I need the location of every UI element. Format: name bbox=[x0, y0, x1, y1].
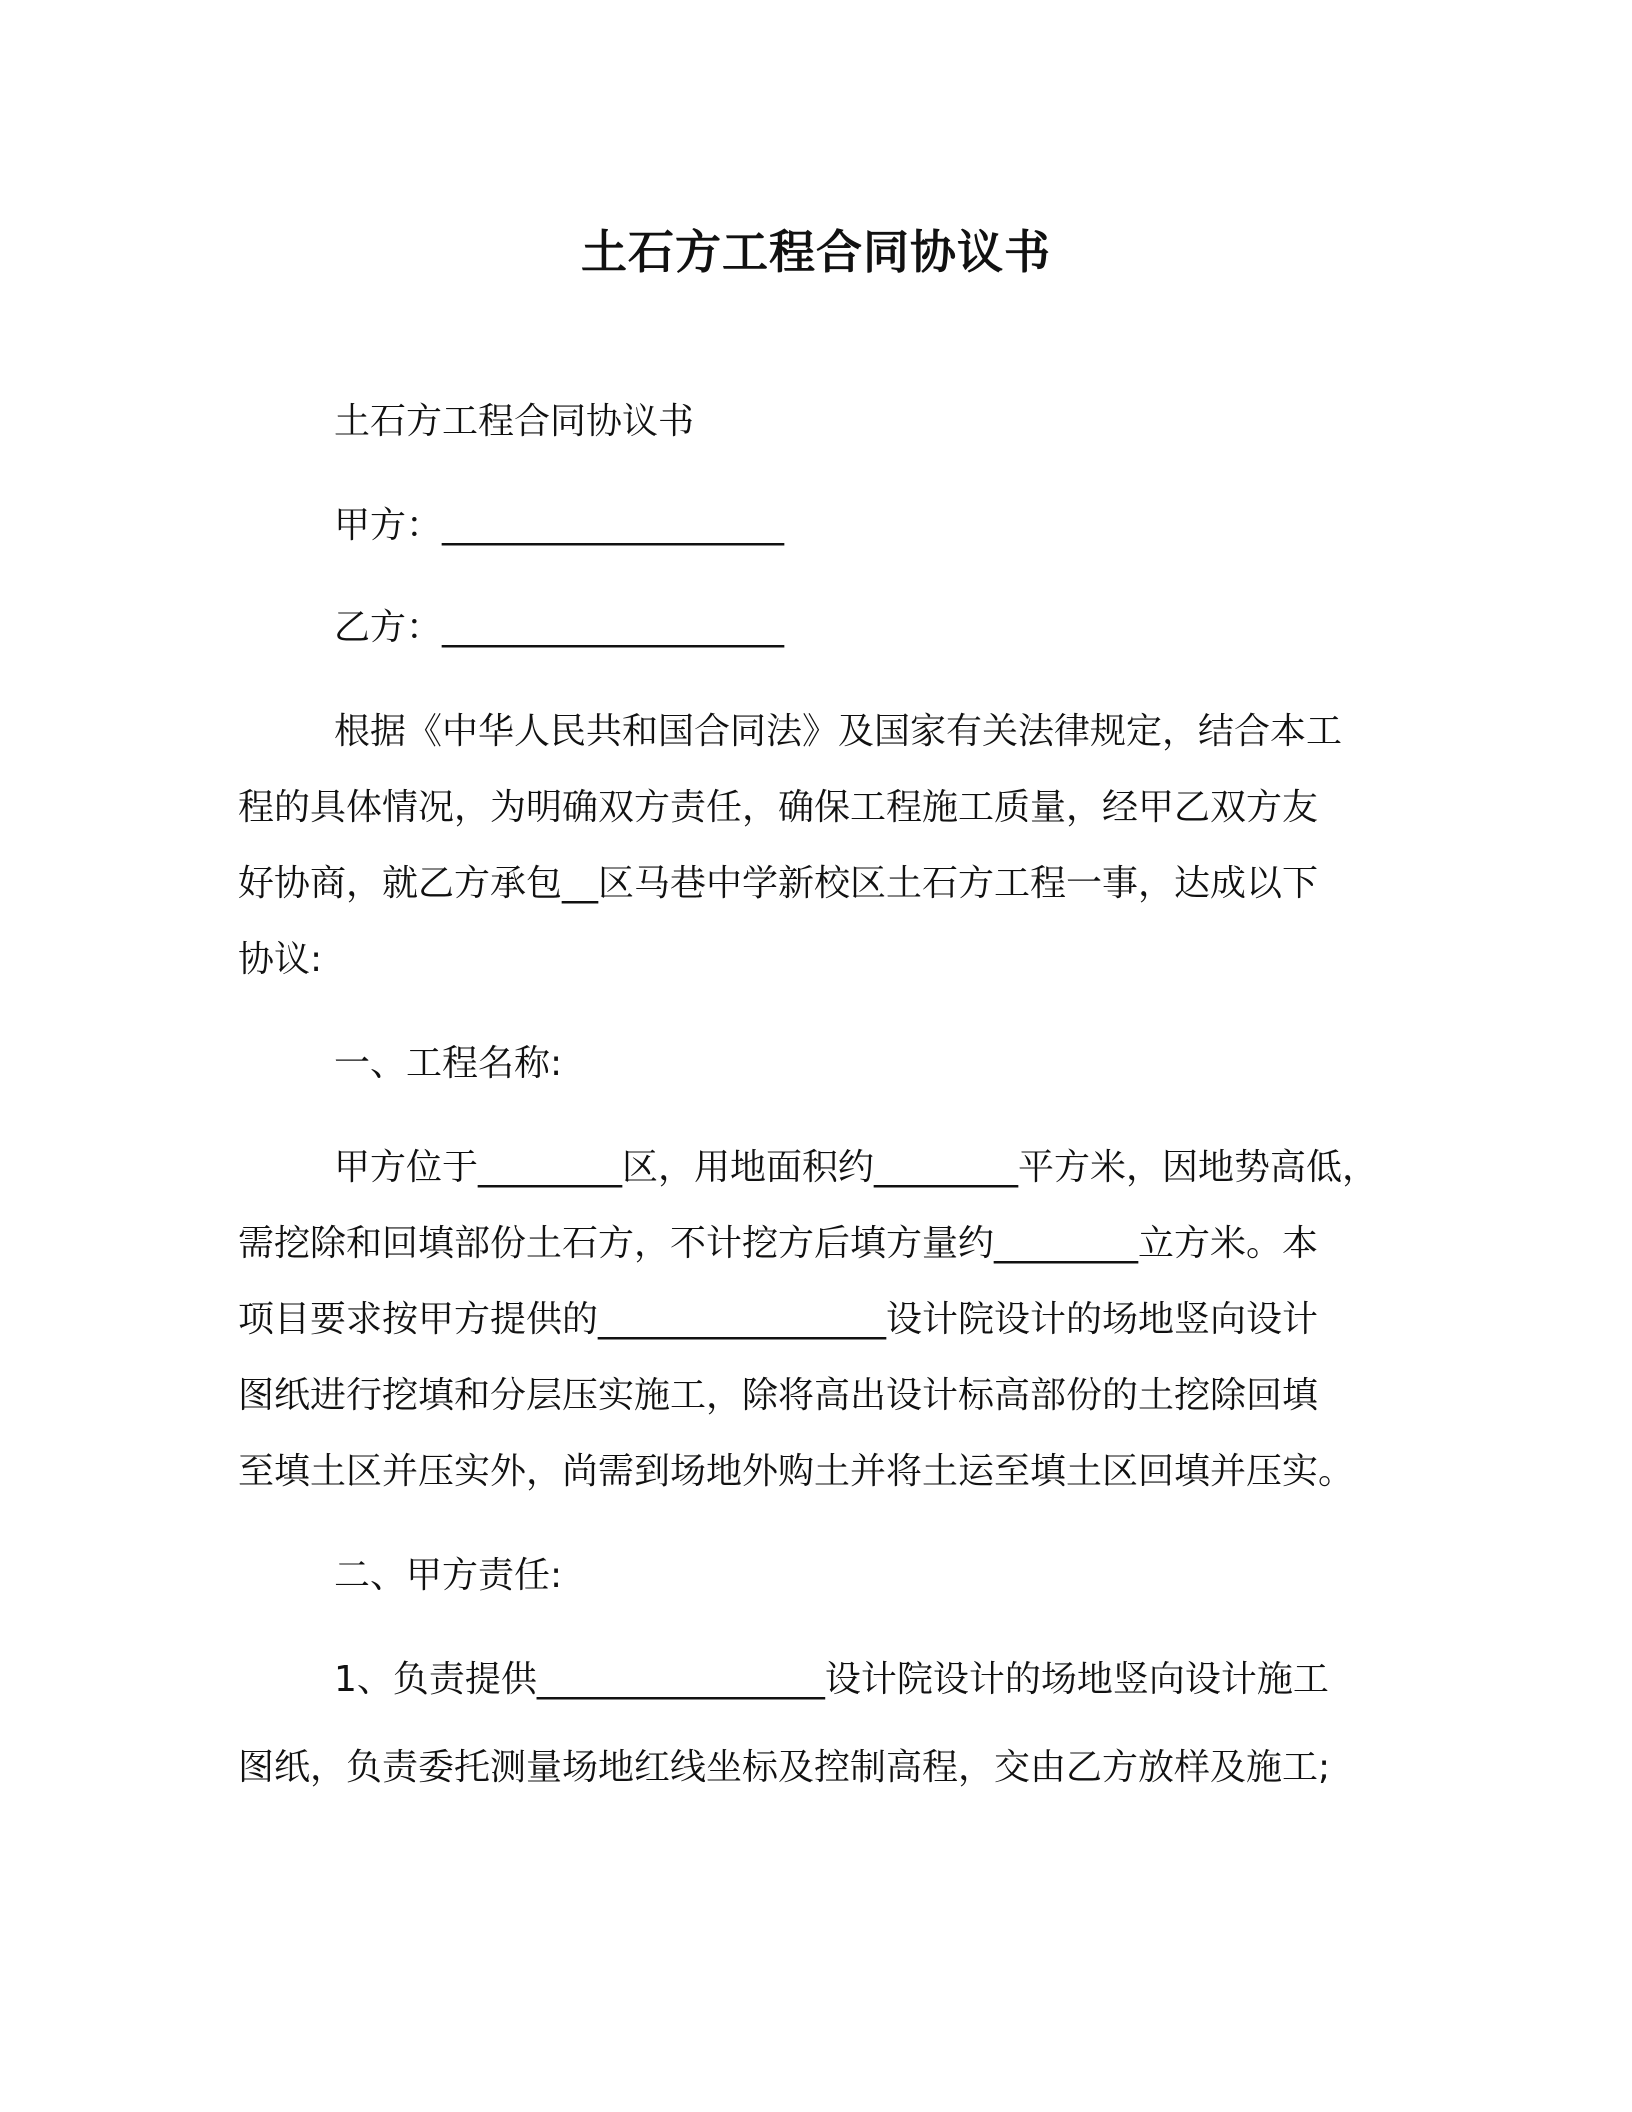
section-1-line: 至填土区并压实外，尚需到场地外购土并将土运至填土区回填并压实。 bbox=[238, 1451, 1355, 1492]
intro-line: 根据《中华人民共和国合同法》及国家有关法律规定，结合本工 bbox=[334, 711, 1343, 752]
intro-line: 程的具体情况，为明确双方责任，确保工程施工质量，经甲乙双方友 bbox=[238, 787, 1319, 828]
party-a-line: 甲方：___________________ bbox=[334, 505, 785, 546]
section-1-line: 图纸进行挖填和分层压实施工，除将高出设计标高部份的土挖除回填 bbox=[238, 1375, 1319, 1416]
party-b-line: 乙方：___________________ bbox=[334, 607, 785, 648]
section-1-line: 甲方位于________区，用地面积约________平方米，因地势高低， bbox=[334, 1147, 1379, 1188]
intro-line: 协议: bbox=[238, 939, 323, 980]
section-2-item-line: 图纸，负责委托测量场地红线坐标及控制高程，交由乙方放样及施工; bbox=[238, 1747, 1331, 1788]
section-2-heading: 二、甲方责任: bbox=[334, 1555, 563, 1596]
section-1-line: 需挖除和回填部份土石方，不计挖方后填方量约________立方米。本 bbox=[238, 1223, 1319, 1264]
intro-line: 好协商，就乙方承包__区马巷中学新校区土石方工程一事，达成以下 bbox=[238, 863, 1319, 904]
section-1-heading: 一、工程名称: bbox=[334, 1043, 563, 1084]
section-1-line: 项目要求按甲方提供的________________设计院设计的场地竖向设计 bbox=[238, 1299, 1319, 1340]
document-title: 土石方工程合同协议书 bbox=[581, 225, 1051, 279]
document-subtitle: 土石方工程合同协议书 bbox=[334, 401, 695, 442]
section-2-item-line: 1、负责提供________________设计院设计的场地竖向设计施工 bbox=[334, 1659, 1329, 1700]
